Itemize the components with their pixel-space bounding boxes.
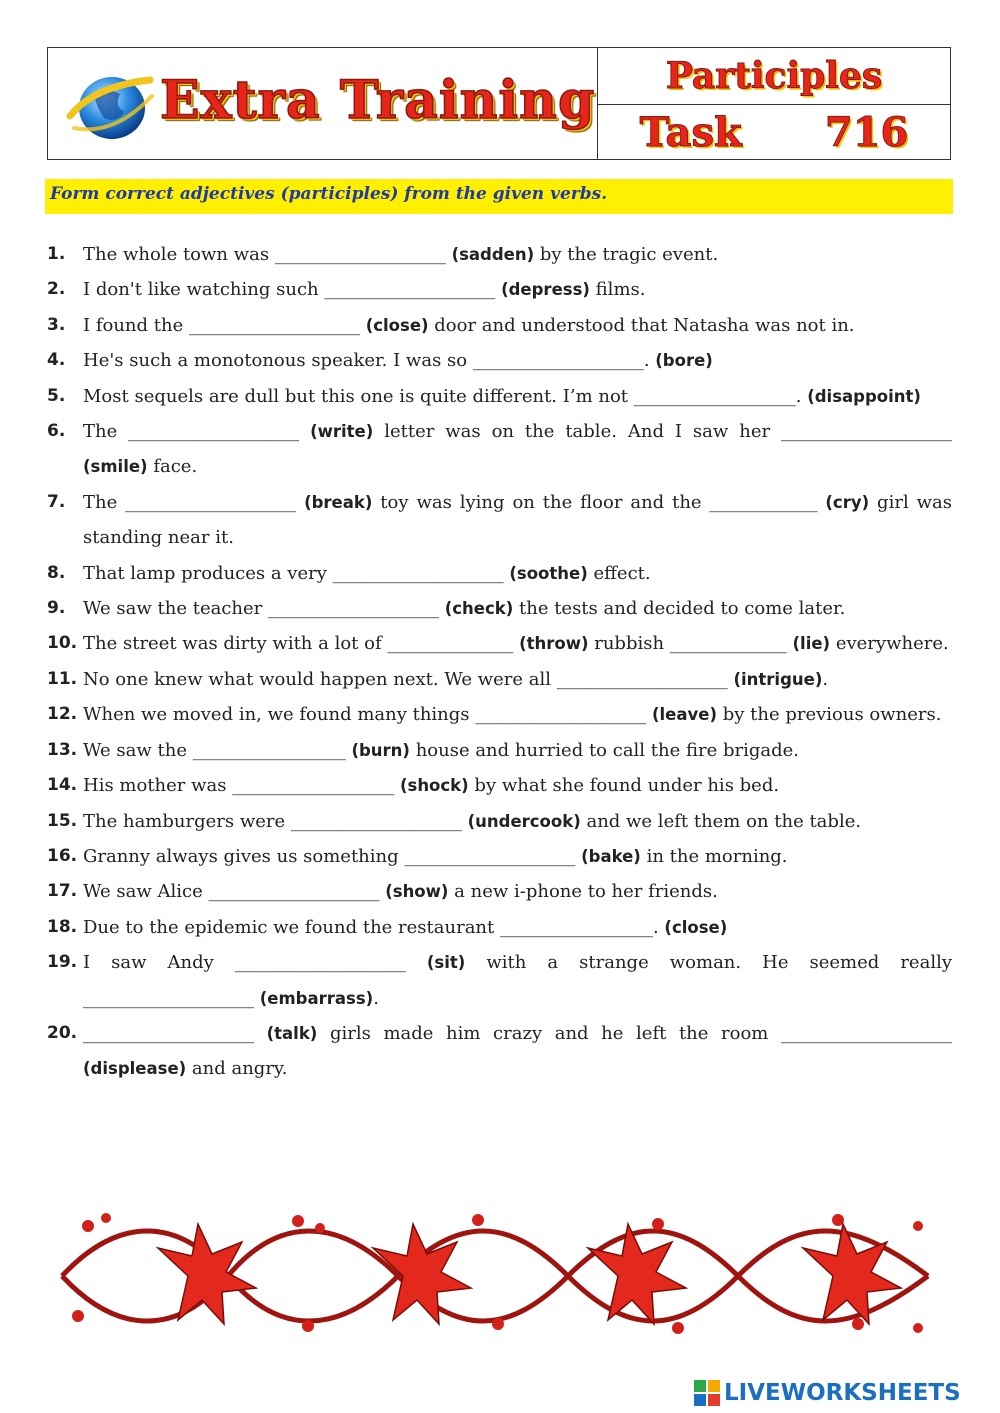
sentence-text: rubbish _____________ bbox=[588, 633, 793, 655]
exercise-item bbox=[47, 804, 952, 839]
verb-hint: (depress) bbox=[501, 280, 590, 300]
exercise-sentence bbox=[83, 804, 952, 839]
floral-ornament bbox=[58, 1206, 932, 1346]
exercise-sentence bbox=[83, 697, 952, 732]
exercise-number: 18. bbox=[47, 916, 78, 937]
task-id bbox=[598, 105, 950, 159]
sentence-text: everywhere. bbox=[830, 633, 949, 655]
brand-title: Extra Training bbox=[160, 70, 596, 131]
verb-hint: (lie) bbox=[792, 634, 831, 654]
sentence-text: He's such a monotonous speaker. I was so ___________________. bbox=[83, 350, 656, 372]
sentence-text: That lamp produces a very ___________________ bbox=[83, 562, 510, 584]
sentence-text: with a strange woman. He seemed really ___________________ bbox=[83, 952, 953, 1009]
sentence-text: We saw the teacher ___________________ bbox=[83, 598, 445, 620]
sentence-text: the tests and decided to come later. bbox=[513, 598, 846, 620]
exercise-number: 6. bbox=[47, 421, 66, 442]
exercise-item bbox=[47, 768, 952, 803]
verb-hint: (sadden) bbox=[451, 245, 535, 264]
exercise-number: 12. bbox=[47, 704, 78, 725]
verb-hint: (close) bbox=[664, 917, 728, 937]
exercise-item bbox=[47, 733, 952, 768]
sentence-text: . bbox=[373, 987, 379, 1009]
task-label: Task bbox=[639, 108, 742, 156]
exercise-sentence bbox=[83, 1016, 952, 1087]
exercise-item bbox=[47, 697, 952, 732]
sentence-text: When we moved in, we found many things ___________________ bbox=[83, 704, 652, 726]
sentence-text: by what she found under his bed. bbox=[468, 775, 780, 797]
exercise-number: 5. bbox=[47, 385, 66, 406]
verb-hint: (intrigue) bbox=[733, 669, 823, 689]
exercise-number: 11. bbox=[47, 668, 78, 689]
verb-hint: (displease) bbox=[83, 1059, 187, 1079]
exercise-item bbox=[47, 626, 952, 661]
sentence-text: The ___________________ bbox=[83, 491, 305, 513]
exercise-item bbox=[47, 308, 952, 343]
exercise-sentence bbox=[83, 272, 952, 307]
verb-hint: (smile) bbox=[83, 457, 148, 477]
verb-hint: (throw) bbox=[519, 634, 589, 654]
verb-hint: (check) bbox=[444, 599, 514, 619]
sentence-text: We saw the _________________ bbox=[83, 739, 352, 761]
sentence-text: The street was dirty with a lot of ______________ bbox=[83, 633, 520, 655]
sentence-text: and angry. bbox=[186, 1058, 288, 1080]
verb-hint: (burn) bbox=[351, 740, 410, 760]
exercise-number: 20. bbox=[47, 1022, 78, 1043]
exercise-item bbox=[47, 379, 952, 414]
sentence-text: a new i-phone to her friends. bbox=[448, 881, 718, 903]
verb-hint: (undercook) bbox=[467, 811, 581, 831]
sentence-text: His mother was __________________ bbox=[83, 775, 400, 797]
verb-hint: (talk) bbox=[266, 1023, 318, 1043]
sentence-text: by the tragic event. bbox=[534, 244, 719, 265]
exercise-item bbox=[47, 945, 952, 1016]
sentence-text: Most sequels are dull but this one is quite different. I’m not __________________. bbox=[83, 385, 808, 407]
exercise-item bbox=[47, 343, 952, 378]
verb-hint: (shock) bbox=[399, 776, 469, 796]
exercise-item bbox=[47, 1016, 952, 1087]
verb-hint: (show) bbox=[385, 882, 449, 902]
verb-hint: (sit) bbox=[426, 953, 466, 973]
verb-hint: (disappoint) bbox=[807, 386, 921, 406]
worksheet-header bbox=[47, 47, 951, 160]
sentence-text: The whole town was ___________________ bbox=[83, 244, 452, 265]
verb-hint: (break) bbox=[304, 492, 373, 512]
sentence-text: . bbox=[822, 668, 829, 690]
exercise-sentence bbox=[83, 485, 952, 556]
exercise-sentence bbox=[83, 662, 952, 697]
exercise-item bbox=[47, 485, 952, 556]
sentence-text: door and understood that Natasha was not in. bbox=[428, 314, 855, 336]
exercise-sentence bbox=[83, 626, 952, 661]
exercise-sentence bbox=[83, 839, 952, 874]
topic-title: Participles bbox=[598, 48, 950, 105]
sentence-text: girls made him crazy and he left the room ___________________ bbox=[317, 1022, 952, 1044]
task-number: 716 bbox=[824, 108, 909, 156]
verb-hint: (cry) bbox=[825, 492, 870, 512]
exercise-item bbox=[47, 662, 952, 697]
exercise-item bbox=[47, 874, 952, 909]
verb-hint: (soothe) bbox=[509, 563, 588, 583]
exercise-item bbox=[47, 839, 952, 874]
verb-hint: (bore) bbox=[655, 351, 713, 371]
exercise-sentence bbox=[83, 343, 952, 378]
exercise-sentence bbox=[83, 379, 952, 414]
exercise-sentence bbox=[83, 591, 952, 626]
sentence-text: Due to the epidemic we found the restaurant _________________. bbox=[83, 916, 665, 938]
sentence-text: face. bbox=[147, 456, 198, 478]
verb-hint: (close) bbox=[365, 315, 429, 335]
sentence-text: and we left them on the table. bbox=[580, 810, 862, 832]
sentence-text: house and hurried to call the fire brigade. bbox=[409, 739, 799, 761]
exercise-sentence bbox=[83, 874, 952, 909]
exercise-item bbox=[47, 591, 952, 626]
exercise-item bbox=[47, 910, 952, 945]
sentence-text: films. bbox=[589, 279, 646, 301]
sentence-text: letter was on the table. And I saw her ___________________ bbox=[373, 421, 952, 443]
sentence-text: effect. bbox=[587, 562, 651, 584]
exercise-number: 8. bbox=[47, 562, 66, 583]
exercise-item bbox=[47, 237, 952, 272]
sentence-text: toy was lying on the floor and the ____________ bbox=[372, 491, 826, 513]
exercise-sentence bbox=[83, 237, 952, 272]
sentence-text: girl was standing near it. bbox=[83, 491, 952, 549]
globe-icon bbox=[64, 66, 156, 144]
sentence-text: No one knew what would happen next. We were all ___________________ bbox=[83, 668, 734, 690]
sentence-text: ___________________ bbox=[83, 1022, 267, 1044]
sentence-text: I found the ___________________ bbox=[83, 314, 366, 336]
instruction-bar: Form correct adjectives (participles) from the given verbs. bbox=[45, 179, 953, 214]
exercise-number: 9. bbox=[47, 598, 66, 619]
exercise-number: 15. bbox=[47, 810, 78, 831]
exercise-number: 3. bbox=[47, 314, 66, 335]
sentence-text: Granny always gives us something ___________________ bbox=[83, 845, 582, 867]
liveworksheets-logo[interactable] bbox=[694, 1378, 961, 1408]
exercise-sentence bbox=[83, 910, 952, 945]
sentence-text: I saw Andy ___________________ bbox=[83, 952, 427, 974]
exercise-number: 4. bbox=[47, 350, 66, 371]
exercise-sentence bbox=[83, 414, 952, 485]
brand-cell bbox=[48, 48, 598, 159]
exercise-number: 7. bbox=[47, 491, 66, 512]
exercise-list bbox=[47, 237, 952, 1087]
exercise-sentence bbox=[83, 768, 952, 803]
exercise-number: 1. bbox=[47, 244, 66, 264]
exercise-number: 17. bbox=[47, 881, 78, 902]
exercise-number: 14. bbox=[47, 775, 78, 796]
exercise-sentence bbox=[83, 556, 952, 591]
exercise-number: 16. bbox=[47, 845, 78, 866]
exercise-sentence bbox=[83, 945, 952, 1016]
exercise-item bbox=[47, 414, 952, 485]
exercise-number: 19. bbox=[47, 952, 78, 973]
verb-hint: (embarrass) bbox=[259, 988, 374, 1008]
exercise-number: 10. bbox=[47, 633, 78, 654]
sentence-text: in the morning. bbox=[640, 845, 788, 867]
verb-hint: (bake) bbox=[581, 846, 641, 866]
task-cell bbox=[598, 48, 950, 159]
sentence-text: The ___________________ bbox=[83, 421, 311, 443]
exercise-sentence bbox=[83, 733, 952, 768]
sentence-text: I don't like watching such ___________________ bbox=[83, 279, 502, 301]
exercise-item bbox=[47, 556, 952, 591]
exercise-sentence bbox=[83, 308, 952, 343]
liveworksheets-wordmark: LIVEWORKSHEETS bbox=[724, 1380, 961, 1406]
sentence-text: We saw Alice ___________________ bbox=[83, 881, 386, 903]
exercise-number: 13. bbox=[47, 739, 78, 760]
exercise-number: 2. bbox=[47, 279, 66, 300]
exercise-item bbox=[47, 272, 952, 307]
verb-hint: (write) bbox=[310, 422, 374, 442]
sentence-text: by the previous owners. bbox=[717, 704, 942, 726]
liveworksheets-badge-icon bbox=[694, 1380, 720, 1406]
sentence-text: The hamburgers were ___________________ bbox=[83, 810, 468, 832]
verb-hint: (leave) bbox=[651, 705, 717, 725]
